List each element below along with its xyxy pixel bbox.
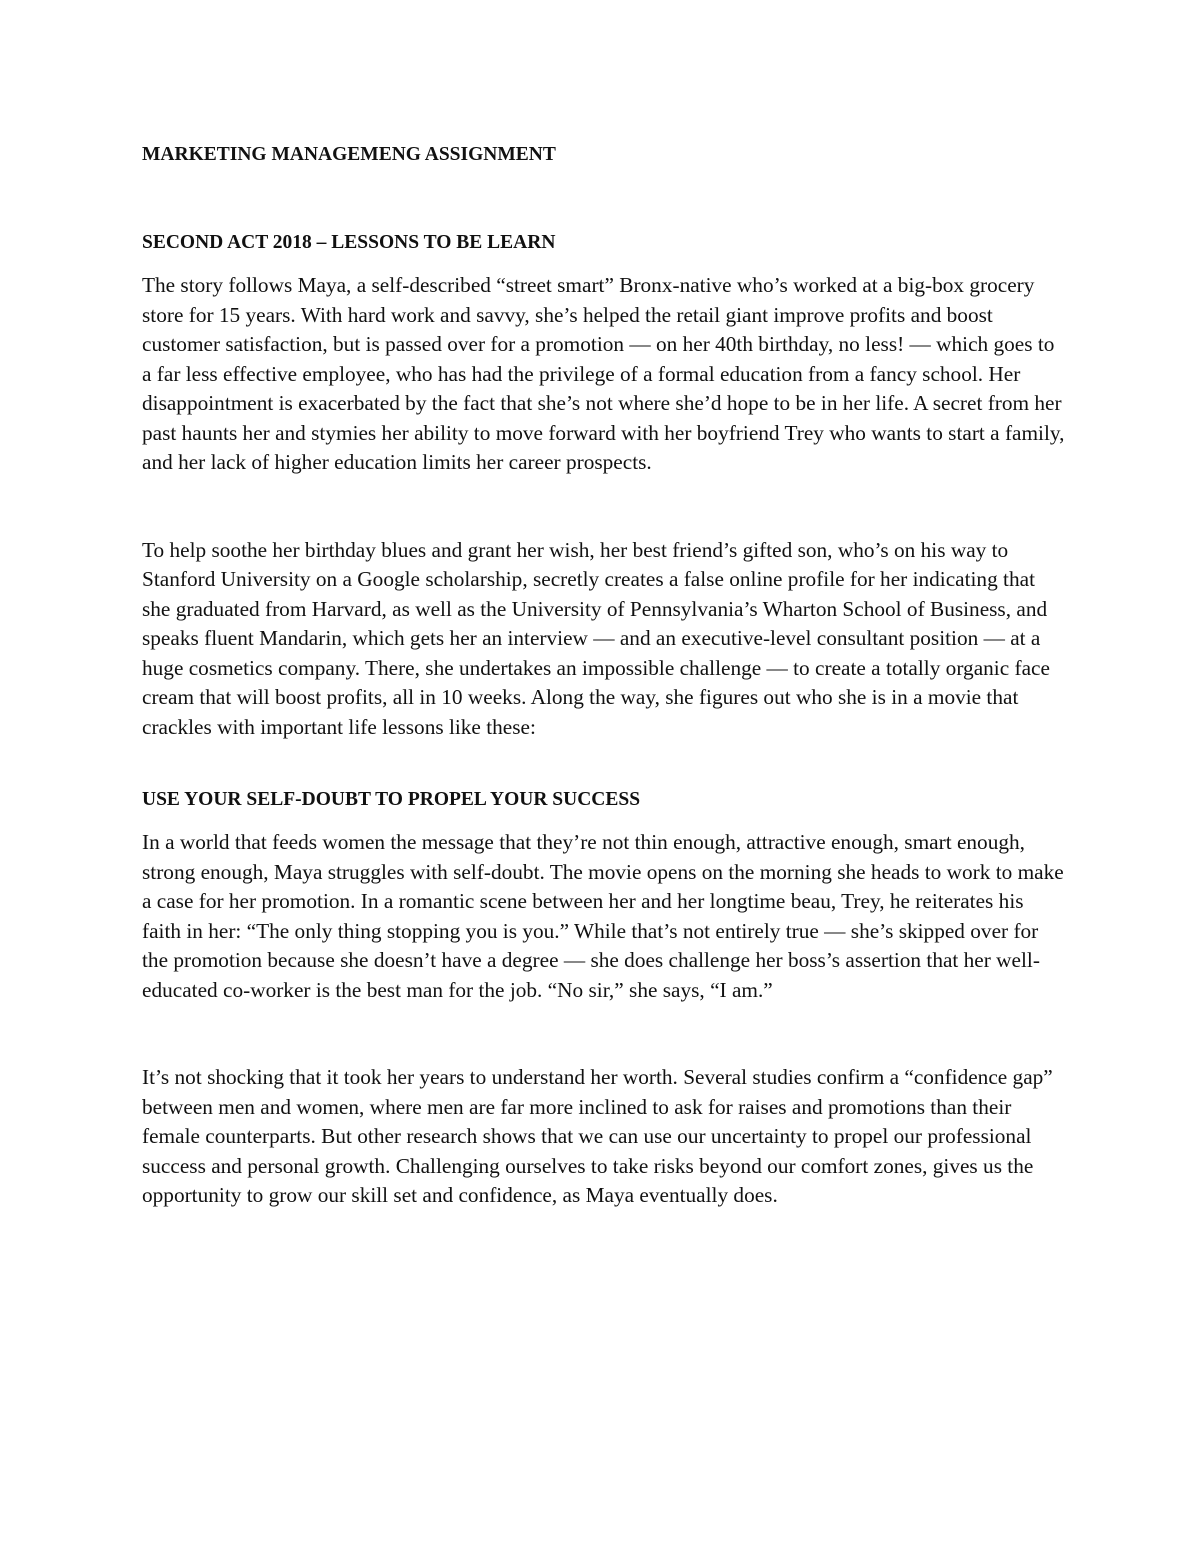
document-title: MARKETING MANAGEMENG ASSIGNMENT xyxy=(142,144,556,165)
paragraph-story-summary: The story follows Maya, a self-described “street smart” Bronx-native who’s worked at a big-box grocery store for 15 years. With hard work and savvy, she’s helped the retail giant improve profits and boost customer satisfaction, but is passed over for a promotion — on her 40th birthday, no less! — which goes to a far less effective employee, who has had the privilege of a formal education from a fancy school. Her disappointment is exacerbated by the fact that she’s not where she’d hope to be in her life. A secret from her past haunts her and stymies her ability to move forward with her boyfriend Trey who wants to start a family, and her lack of higher education limits her career prospects. xyxy=(142,273,1065,474)
section-heading-second-act: SECOND ACT 2018 – LESSONS TO BE LEARN xyxy=(142,232,556,253)
section-heading-self-doubt: USE YOUR SELF-DOUBT TO PROPEL YOUR SUCCESS xyxy=(142,789,641,810)
document-body xyxy=(142,140,1067,1211)
paragraph-birthday-wish: To help soothe her birthday blues and grant her wish, her best friend’s gifted son, who’s on his way to Stanford University on a Google scholarship, secretly creates a false online profile for her indicating that she graduated from Harvard, as well as the University of Pennsylvania’s Wharton School of Business, and speaks fluent Mandarin, which gets her an interview — and an executive-level consultant position — at a huge cosmetics company. There, she undertakes an impossible challenge — to create a totally organic face cream that will boost profits, all in 10 weeks. Along the way, she figures out who she is in a movie that crackles with important life lessons like these: xyxy=(142,537,1050,739)
paragraph-self-doubt: In a world that feeds women the message that they’re not thin enough, attractive enough, smart enough, strong enough, Maya struggles with self-doubt. The movie opens on the morning she heads to work to make a case for her promotion. In a romantic scene between her and her longtime beau, Trey, he reiterates his faith in her: “The only thing stopping you is you.” While that’s not entirely true — she’s skipped over for the promotion because she doesn’t have a degree — she does challenge her boss’s assertion that her well-educated co-worker is the best man for the job. “No sir,” she says, “I am.” xyxy=(142,830,1064,1002)
paragraph-confidence-gap: It’s not shocking that it took her years to understand her worth. Several studies confirm a “confidence gap” between men and women, where men are far more inclined to ask for raises and promotions than their female counterparts. But other research shows that we can use our uncertainty to propel our professional success and personal growth. Challenging ourselves to take risks beyond our comfort zones, gives us the opportunity to grow our skill set and confidence, as Maya eventually does. xyxy=(142,1065,1053,1207)
